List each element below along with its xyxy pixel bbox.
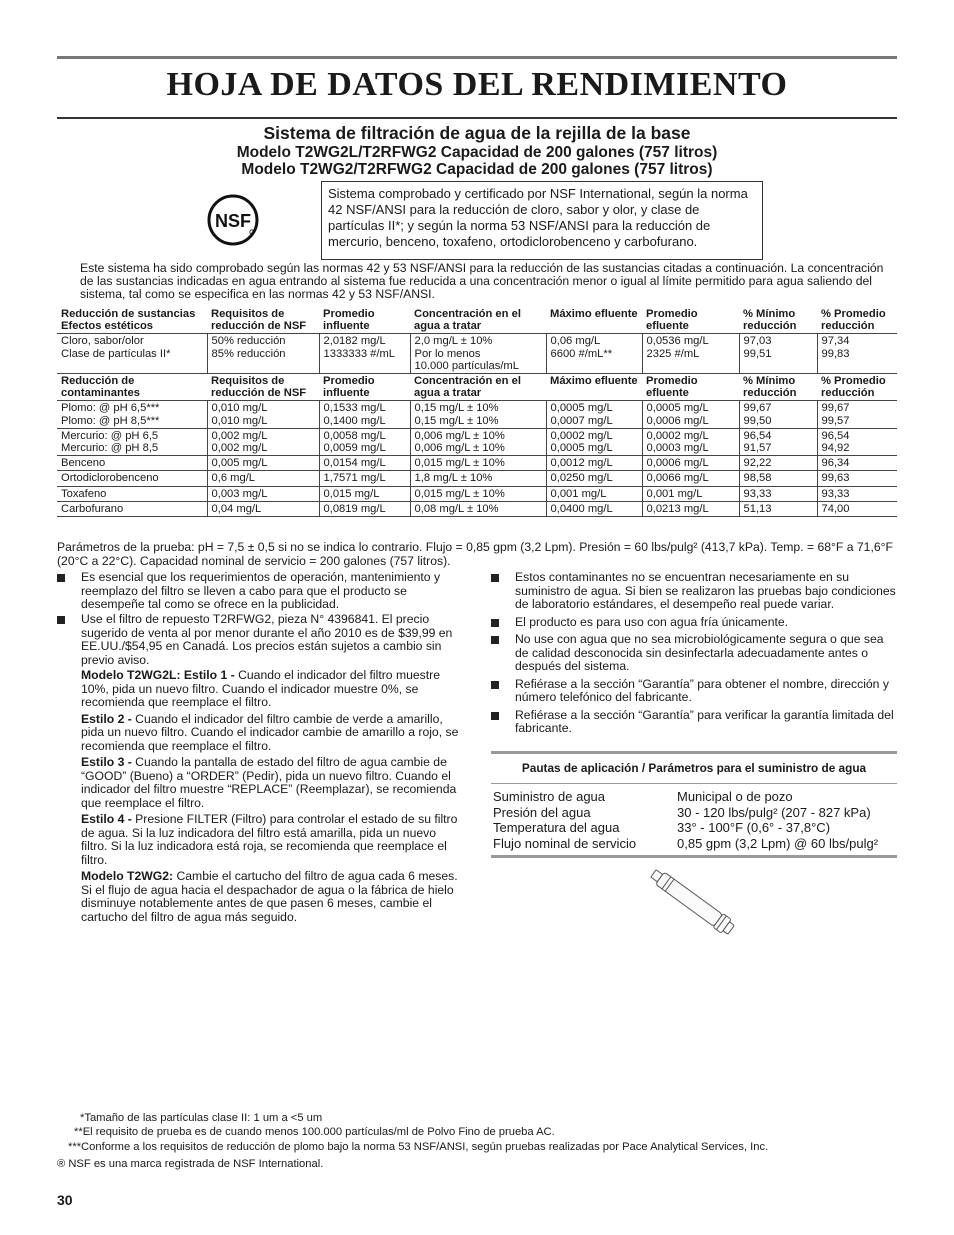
table-cell: 99,63 xyxy=(817,471,897,486)
table-cell: Cloro, sabor/olor Clase de partículas II* xyxy=(57,334,207,374)
table-cell: 0,04 mg/L xyxy=(207,501,319,516)
table-cell: Carbofurano xyxy=(57,501,207,516)
table-cell: 92,22 xyxy=(739,456,817,471)
table-cell: % Promedio reducción xyxy=(821,308,886,333)
table-cell: 99,67 99,50 xyxy=(739,401,817,428)
table-header-contaminant xyxy=(57,374,897,401)
filter-style-note: Modelo T2WG2: Cambie el cartucho del filtro de agua cada 6 meses. Si el flujo de agua hacia el despachador de agua o la fábrica de hielo disminuye notablemente antes de que pasen 6 meses, cambie el cartucho del filtro de agua más seguido. xyxy=(81,869,458,924)
table-cell: 0,001 mg/L xyxy=(642,486,739,501)
top-rule xyxy=(57,56,897,59)
list-item: El producto es para uso con agua fría únicamente. xyxy=(491,616,897,630)
guidelines-title: Pautas de aplicación / Parámetros para el suministro de agua xyxy=(491,754,897,784)
table-cell: 0,0819 mg/L xyxy=(319,501,410,516)
bullet-square-icon xyxy=(57,616,65,624)
list-item: Estos contaminantes no se encuentran necesariamente en su suministro de agua. Si bien se realizaron las pruebas bajo condiciones de laboratorio estándares, el desempeño real puede variar. xyxy=(491,571,897,612)
table-cell: Promedio efluente xyxy=(642,374,739,401)
filter-style-note: Modelo T2WG2L: Estilo 1 - Cuando el indicador del filtro muestre 10%, pida un nuevo filtro. Cuando el indicador muestre 0%, se recomienda que reemplace el filtro. xyxy=(81,668,440,709)
performance-table xyxy=(57,307,897,517)
bullet-square-icon xyxy=(491,619,499,627)
list-item: Es esencial que los requerimientos de operación, mantenimiento y reemplazo del filtro se lleven a cabo para que el producto se desempeñe tal como se ofrece en la publicidad. xyxy=(57,571,463,612)
table-cell: 99,67 99,57 xyxy=(817,401,897,428)
guideline-value: Municipal o de pozo xyxy=(677,789,793,804)
table-row xyxy=(57,428,897,455)
table-cell: Reducción de contaminantes xyxy=(57,374,207,401)
footnote-1: *Tamaño de las partículas clase II: 1 um a <5 um xyxy=(80,1112,323,1124)
table-cell: 97,03 99,51 xyxy=(739,334,817,374)
table-cell: 0,0154 mg/L xyxy=(319,456,410,471)
table-cell: 0,6 mg/L xyxy=(207,471,319,486)
guideline-label: Flujo nominal de servicio xyxy=(493,835,637,851)
table-cell: Promedio efluente xyxy=(646,308,698,333)
list-item: Refiérase a la sección “Garantía” para obtener el nombre, dirección y número telefónico del fabricante. xyxy=(491,678,897,705)
table-cell: 98,58 xyxy=(739,471,817,486)
bullet-square-icon xyxy=(491,681,499,689)
table-cell: % Mínimo reducción xyxy=(739,374,817,401)
table-cell: 0,0400 mg/L xyxy=(546,501,642,516)
table-cell: 0,0536 mg/L 2325 #/mL xyxy=(642,334,739,374)
table-cell: Concentración en el agua a tratar xyxy=(410,374,546,401)
right-bullet-list xyxy=(491,571,897,740)
table-cell: 96,54 94,92 xyxy=(817,428,897,455)
table-cell: Promedio influente xyxy=(323,308,375,333)
table-cell: 93,33 xyxy=(817,486,897,501)
table-cell: Ortodiclorobenceno xyxy=(57,471,207,486)
footnote-3: ***Conforme a los requisitos de reducción de plomo bajo la norma 53 NSF/ANSI, según pruebas realizadas por Pace Analytical Services, Inc. xyxy=(68,1141,769,1153)
table-cell: 50% reducción 85% reducción xyxy=(207,334,319,374)
title-rule xyxy=(57,117,897,119)
list-item: Use el filtro de repuesto T2RFWG2, pieza N° 4396841. El precio sugerido de venta al por menor durante el año 2010 es de $39,99 en EE.UU./$54,95 en Canadá. Los precios están sujetos a cambio sin previo aviso. xyxy=(57,613,463,667)
nsf-logo-icon xyxy=(207,194,259,246)
list-item: Refiérase a la sección “Garantía” para verificar la garantía limitada del fabricante. xyxy=(491,709,897,736)
table-cell: 93,33 xyxy=(739,486,817,501)
table-cell: 0,015 mg/L ± 10% xyxy=(410,486,546,501)
table-cell: Mercurio: @ pH 6,5 Mercurio: @ pH 8,5 xyxy=(57,428,207,455)
system-title: Sistema de filtración de agua de la rejilla de la base xyxy=(263,123,691,143)
filter-style-note: Estilo 3 - Cuando la pantalla de estado del filtro de agua cambie de “GOOD” (Bueno) a “ORDER” (Pedir), pida un nuevo filtro. Cuando el indicador del filtro muestre “REPLACE” (Reemplazar), se recomienda que reemplace el filtro. xyxy=(81,755,457,810)
guideline-value: 33° - 100°F (0,6° - 37,8°C) xyxy=(677,820,831,835)
table-cell: Reducción de sustancias Efectos estéticos xyxy=(61,308,196,333)
filter-style-note: Estilo 4 - Presione FILTER (Filtro) para controlar el estado de su filtro de agua. Si la luz indicadora del filtro está amarilla, pida un nuevo filtro. Si la luz indicadora está roja, se recomienda que reemplace el filtro. xyxy=(81,812,458,867)
table-cell: 0,0002 mg/L 0,0003 mg/L xyxy=(642,428,739,455)
page-title: HOJA DE DATOS DEL RENDIMIENTO xyxy=(166,66,788,103)
table-cell: Máximo efluente xyxy=(546,374,642,401)
table-cell: Plomo: @ pH 6,5*** Plomo: @ pH 8,5*** xyxy=(57,401,207,428)
table-cell: 1,7571 mg/L xyxy=(319,471,410,486)
table-cell: 0,015 mg/L xyxy=(319,486,410,501)
table-cell: 74,00 xyxy=(817,501,897,516)
table-row xyxy=(57,486,897,501)
table-cell: 0,0058 mg/L 0,0059 mg/L xyxy=(319,428,410,455)
table-cell: 0,06 mg/L 6600 #/mL** xyxy=(546,334,642,374)
application-guidelines xyxy=(491,751,897,858)
table-cell: 97,34 99,83 xyxy=(817,334,897,374)
table-cell: 0,002 mg/L 0,002 mg/L xyxy=(207,428,319,455)
page-number: 30 xyxy=(57,1192,73,1208)
table-cell: 0,015 mg/L ± 10% xyxy=(410,456,546,471)
footnote-trademark: ® NSF es una marca registrada de NSF International. xyxy=(57,1158,324,1170)
table-row xyxy=(57,456,897,471)
model-line-1: Modelo T2WG2L/T2RFWG2 Capacidad de 200 galones (757 litros) xyxy=(236,144,718,161)
guideline-label: Presión del agua xyxy=(493,804,591,820)
table-cell: 0,1533 mg/L 0,1400 mg/L xyxy=(319,401,410,428)
table-cell: 0,0002 mg/L 0,0005 mg/L xyxy=(546,428,642,455)
table-cell: Requisitos de reducción de NSF xyxy=(207,374,319,401)
bullet-square-icon xyxy=(491,712,499,720)
filter-style-note: Estilo 2 - Cuando el indicador del filtro cambie de verde a amarillo, pida un nuevo filtro. Cuando el indicador cambie de amarillo a rojo, se recomienda que reemplace el filtro. xyxy=(81,711,459,753)
bullet-square-icon xyxy=(491,636,499,644)
table-cell: Máximo efluente xyxy=(550,308,638,320)
guideline-row xyxy=(491,820,897,836)
guideline-label: Temperatura del agua xyxy=(493,820,620,835)
table-cell: 0,0066 mg/L xyxy=(642,471,739,486)
table-row xyxy=(57,501,897,516)
nsf-certification-box: Sistema comprobado y certificado por NSF International, según la norma 42 NSF/ANSI para la reducción de cloro, sabor y olor, y clase de partículas II*; y según la norma 53 NSF/ANSI para la reducción de mercurio, benceno, toxafeno, ortodiclorobenceno y carbofurano. xyxy=(321,181,763,260)
table-cell: 0,08 mg/L ± 10% xyxy=(410,501,546,516)
table-row xyxy=(57,471,897,486)
table-cell: 0,006 mg/L ± 10% 0,006 mg/L ± 10% xyxy=(410,428,546,455)
table-cell: Toxafeno xyxy=(57,486,207,501)
table-cell: % Mínimo reducción xyxy=(743,308,797,333)
table-row xyxy=(57,401,897,428)
guideline-value: 0,85 gpm (3,2 Lpm) @ 60 lbs/pulg² xyxy=(677,835,879,851)
table-cell: 0,001 mg/L xyxy=(546,486,642,501)
table-cell: 0,0005 mg/L 0,0007 mg/L xyxy=(546,401,642,428)
table-cell: 1,8 mg/L ± 10% xyxy=(410,471,546,486)
guideline-row xyxy=(491,805,897,821)
table-cell: 0,005 mg/L xyxy=(207,456,319,471)
table-cell: 0,0005 mg/L 0,0006 mg/L xyxy=(642,401,739,428)
table-cell: % Promedio reducción xyxy=(817,374,897,401)
nsf-logo-text: NSF xyxy=(215,211,251,231)
table-cell: Promedio influente xyxy=(319,374,410,401)
table-cell: 51,13 xyxy=(739,501,817,516)
table-cell: 0,15 mg/L ± 10% 0,15 mg/L ± 10% xyxy=(410,401,546,428)
model-line-2: Modelo T2WG2/T2RFWG2 Capacidad de 200 galones (757 litros) xyxy=(241,161,713,178)
table-cell: Concentración en el agua a tratar xyxy=(414,308,521,333)
footnote-2: **El requisito de prueba es de cuando menos 100.000 partículas/ml de Polvo Fino de prueba AC. xyxy=(74,1126,555,1138)
table-cell: 0,0213 mg/L xyxy=(642,501,739,516)
bullet-square-icon xyxy=(491,574,499,582)
table-cell: Requisitos de reducción de NSF xyxy=(211,308,307,333)
table-cell: 0,010 mg/L 0,010 mg/L xyxy=(207,401,319,428)
table-header-aesthetic xyxy=(57,307,897,334)
guideline-row xyxy=(491,836,897,852)
table-cell: 0,0012 mg/L xyxy=(546,456,642,471)
left-bullet-list xyxy=(57,571,463,927)
guideline-value: 30 - 120 lbs/pulg² (207 - 827 kPa) xyxy=(677,804,871,820)
table-cell: 2,0182 mg/L 1333333 #/mL xyxy=(319,334,410,374)
guideline-label: Suministro de agua xyxy=(493,789,606,804)
table-row xyxy=(57,334,897,374)
list-item: No use con agua que no sea microbiológicamente segura o que sea de calidad desconocida sin desinfectarla adecuadamente antes o después del sistema. xyxy=(491,633,897,674)
bullet-square-icon xyxy=(57,574,65,582)
test-parameters: Parámetros de la prueba: pH = 7,5 ± 0,5 si no se indica lo contrario. Flujo = 0,85 gpm (3,2 Lpm). Presión = 60 lbs/pulg² (413,7 kPa). Temp. = 68°F a 71,6°F (20°C a 22°C). Capacidad nominal de servicio = 200 galones (757 litros). xyxy=(57,540,893,568)
table-cell: 96,34 xyxy=(817,456,897,471)
table-cell: 0,0250 mg/L xyxy=(546,471,642,486)
intro-paragraph: Este sistema ha sido comprobado según las normas 42 y 53 NSF/ANSI para la reducción de las sustancias citadas a continuación. La concentración de las sustancias indicadas en agua entrando al sistema fue reducida a una concentración menor o igual al límite permitido para agua saliendo del sistema, tal como se especifica en las normas 42 y 53 NSF/ANSI. xyxy=(80,261,884,301)
filter-cartridge-image xyxy=(640,858,750,948)
table-cell: 0,003 mg/L xyxy=(207,486,319,501)
table-cell: 0,0006 mg/L xyxy=(642,456,739,471)
guideline-row xyxy=(491,789,897,805)
table-cell: 96,54 91,57 xyxy=(739,428,817,455)
table-cell: 2,0 mg/L ± 10% Por lo menos 10.000 partículas/mL xyxy=(410,334,546,374)
table-cell: Benceno xyxy=(57,456,207,471)
